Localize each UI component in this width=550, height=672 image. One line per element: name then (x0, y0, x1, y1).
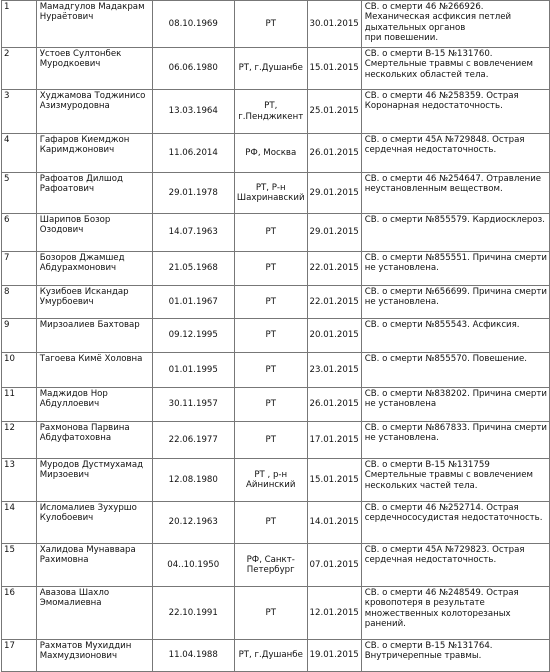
death-date: 07.01.2015 (307, 544, 361, 587)
death-cause: СВ. о смерти №838202. Причина смерти не установлена (361, 388, 549, 422)
row-number: 16 (2, 587, 37, 640)
birth-place: РТ, г.Пенджикент (234, 90, 307, 134)
person-name: Кузибоев Искандар Умурбоевич (36, 286, 152, 319)
row-number: 7 (2, 252, 37, 286)
birth-date: 01.01.1995 (152, 353, 234, 388)
table-row (2, 252, 550, 286)
death-cause: СВ. о смерти №855570. Повешение. (361, 353, 549, 388)
birth-date: 12.08.1980 (152, 459, 234, 502)
death-date: 20.01.2015 (307, 319, 361, 353)
person-name: Муродов Дустмухамад Мирзоевич (36, 459, 152, 502)
person-name: Мамадгулов Мадакрам Нураётович (36, 1, 152, 48)
row-number: 13 (2, 459, 37, 502)
birth-date: 11.06.2014 (152, 134, 234, 173)
birth-place: РТ, Р-н Шахринавский (234, 173, 307, 214)
birth-place: РТ, г.Душанбе (234, 640, 307, 672)
person-name: Мирзоалиев Бахтовар (36, 319, 152, 353)
table-row (2, 286, 550, 319)
row-number: 12 (2, 422, 37, 459)
table-row (2, 544, 550, 587)
birth-date: 11.04.1988 (152, 640, 234, 672)
death-date: 29.01.2015 (307, 173, 361, 214)
death-date: 12.01.2015 (307, 587, 361, 640)
table-row (2, 640, 550, 672)
person-name: Маджидов Нор Абдуллоевич (36, 388, 152, 422)
table-row (2, 388, 550, 422)
person-name: Гафаров Киемджон Каримджонович (36, 134, 152, 173)
death-date: 14.01.2015 (307, 502, 361, 544)
table-row (2, 353, 550, 388)
table-body (2, 1, 550, 672)
birth-date: 20.12.1963 (152, 502, 234, 544)
death-date: 22.01.2015 (307, 286, 361, 319)
death-cause: СВ. о смерти В-15 №131760. Смертельные травмы с вовлечением нескольких областей тела. (361, 48, 549, 90)
birth-place: РТ (234, 587, 307, 640)
table-row (2, 422, 550, 459)
row-number: 6 (2, 214, 37, 252)
birth-place: РФ, Москва (234, 134, 307, 173)
person-name: Шарипов Бозор Озодович (36, 214, 152, 252)
death-cause: СВ. о смерти №656699. Причина смерти не установлена. (361, 286, 549, 319)
birth-date: 09.12.1995 (152, 319, 234, 353)
table-row (2, 173, 550, 214)
row-number: 2 (2, 48, 37, 90)
birth-place: РТ (234, 388, 307, 422)
death-cause: СВ. о смерти №867833. Причина смерти не установлена. (361, 422, 549, 459)
row-number: 5 (2, 173, 37, 214)
person-name: Бозоров Джамшед Абдурахмонович (36, 252, 152, 286)
birth-date: 21.05.1968 (152, 252, 234, 286)
birth-date: 01.01.1967 (152, 286, 234, 319)
birth-date: 22.10.1991 (152, 587, 234, 640)
person-name: Тагоева Кимё Холовна (36, 353, 152, 388)
row-number: 4 (2, 134, 37, 173)
death-cause: СВ. о смерти 46 №254647. Отравление неустановленным веществом. (361, 173, 549, 214)
birth-place: РФ, Санкт- Петербург (234, 544, 307, 587)
death-date: 25.01.2015 (307, 90, 361, 134)
row-number: 1 (2, 1, 37, 48)
birth-place: РТ , р-н Айнинский (234, 459, 307, 502)
person-name: Авазова Шахло Эмомалиевна (36, 587, 152, 640)
birth-place: РТ (234, 1, 307, 48)
table-row (2, 502, 550, 544)
birth-date: 13.03.1964 (152, 90, 234, 134)
death-date: 29.01.2015 (307, 214, 361, 252)
birth-place: РТ, г.Душанбе (234, 48, 307, 90)
death-date: 15.01.2015 (307, 459, 361, 502)
table-row (2, 134, 550, 173)
death-cause: СВ. о смерти 45А №729848. Острая сердечная недостаточность. (361, 134, 549, 173)
birth-place: РТ (234, 353, 307, 388)
birth-date: 08.10.1969 (152, 1, 234, 48)
birth-date: 30.11.1957 (152, 388, 234, 422)
death-cause: СВ. о смерти В-15 №131764. Внутричерепные травмы. (361, 640, 549, 672)
death-cause: СВ. о смерти 46 №266926. Механическая асфиксия петлей дыхательных органов при повешении. (361, 1, 549, 48)
death-date: 15.01.2015 (307, 48, 361, 90)
person-name: Худжамова Тоджинисо Азизмуродовна (36, 90, 152, 134)
person-name: Рафоатов Дилшод Рафоатович (36, 173, 152, 214)
person-name: Рахматов Мухиддин Махмудзионович (36, 640, 152, 672)
row-number: 15 (2, 544, 37, 587)
table-row (2, 48, 550, 90)
death-cause: СВ. о смерти В-15 №131759 Смертельные травмы с вовлечением нескольких частей тела. (361, 459, 549, 502)
row-number: 9 (2, 319, 37, 353)
table-row (2, 587, 550, 640)
birth-date: 22.06.1977 (152, 422, 234, 459)
person-name: Халидова Мунаввара Рахимовна (36, 544, 152, 587)
birth-place: РТ (234, 319, 307, 353)
row-number: 11 (2, 388, 37, 422)
table-row (2, 90, 550, 134)
death-records-table (1, 0, 550, 672)
birth-date: 06.06.1980 (152, 48, 234, 90)
row-number: 10 (2, 353, 37, 388)
death-cause: СВ. о смерти №855543. Асфиксия. (361, 319, 549, 353)
row-number: 3 (2, 90, 37, 134)
death-date: 26.01.2015 (307, 388, 361, 422)
table-row (2, 1, 550, 48)
person-name: Устоев Султонбек Муродкоевич (36, 48, 152, 90)
birth-place: РТ (234, 286, 307, 319)
row-number: 17 (2, 640, 37, 672)
row-number: 14 (2, 502, 37, 544)
death-cause: СВ. о смерти 46 №258359. Острая Коронарная недостаточность. (361, 90, 549, 134)
death-cause: СВ. о смерти 46 №252714. Острая сердечнососудистая недостаточность. (361, 502, 549, 544)
table-row (2, 214, 550, 252)
death-cause: СВ. о смерти 45А №729823. Острая сердечная недостаточность. (361, 544, 549, 587)
death-cause: СВ. о смерти №855551. Причина смерти не установлена. (361, 252, 549, 286)
death-date: 26.01.2015 (307, 134, 361, 173)
birth-place: РТ (234, 502, 307, 544)
row-number: 8 (2, 286, 37, 319)
birth-place: РТ (234, 252, 307, 286)
death-date: 23.01.2015 (307, 353, 361, 388)
table-row (2, 319, 550, 353)
birth-date: 04..10.1950 (152, 544, 234, 587)
birth-place: РТ (234, 214, 307, 252)
death-date: 17.01.2015 (307, 422, 361, 459)
person-name: Исломалиев Зухуршо Кулобоевич (36, 502, 152, 544)
table-row (2, 459, 550, 502)
person-name: Рахмонова Парвина Абдуфатоховна (36, 422, 152, 459)
birth-date: 29.01.1978 (152, 173, 234, 214)
death-date: 30.01.2015 (307, 1, 361, 48)
birth-date: 14.07.1963 (152, 214, 234, 252)
death-cause: СВ. о смерти 46 №248549. Острая кровопотеря в результате множественных колоторезаных ранений. (361, 587, 549, 640)
birth-place: РТ (234, 422, 307, 459)
death-date: 22.01.2015 (307, 252, 361, 286)
death-cause: СВ. о смерти №855579. Кардиосклероз. (361, 214, 549, 252)
death-date: 19.01.2015 (307, 640, 361, 672)
